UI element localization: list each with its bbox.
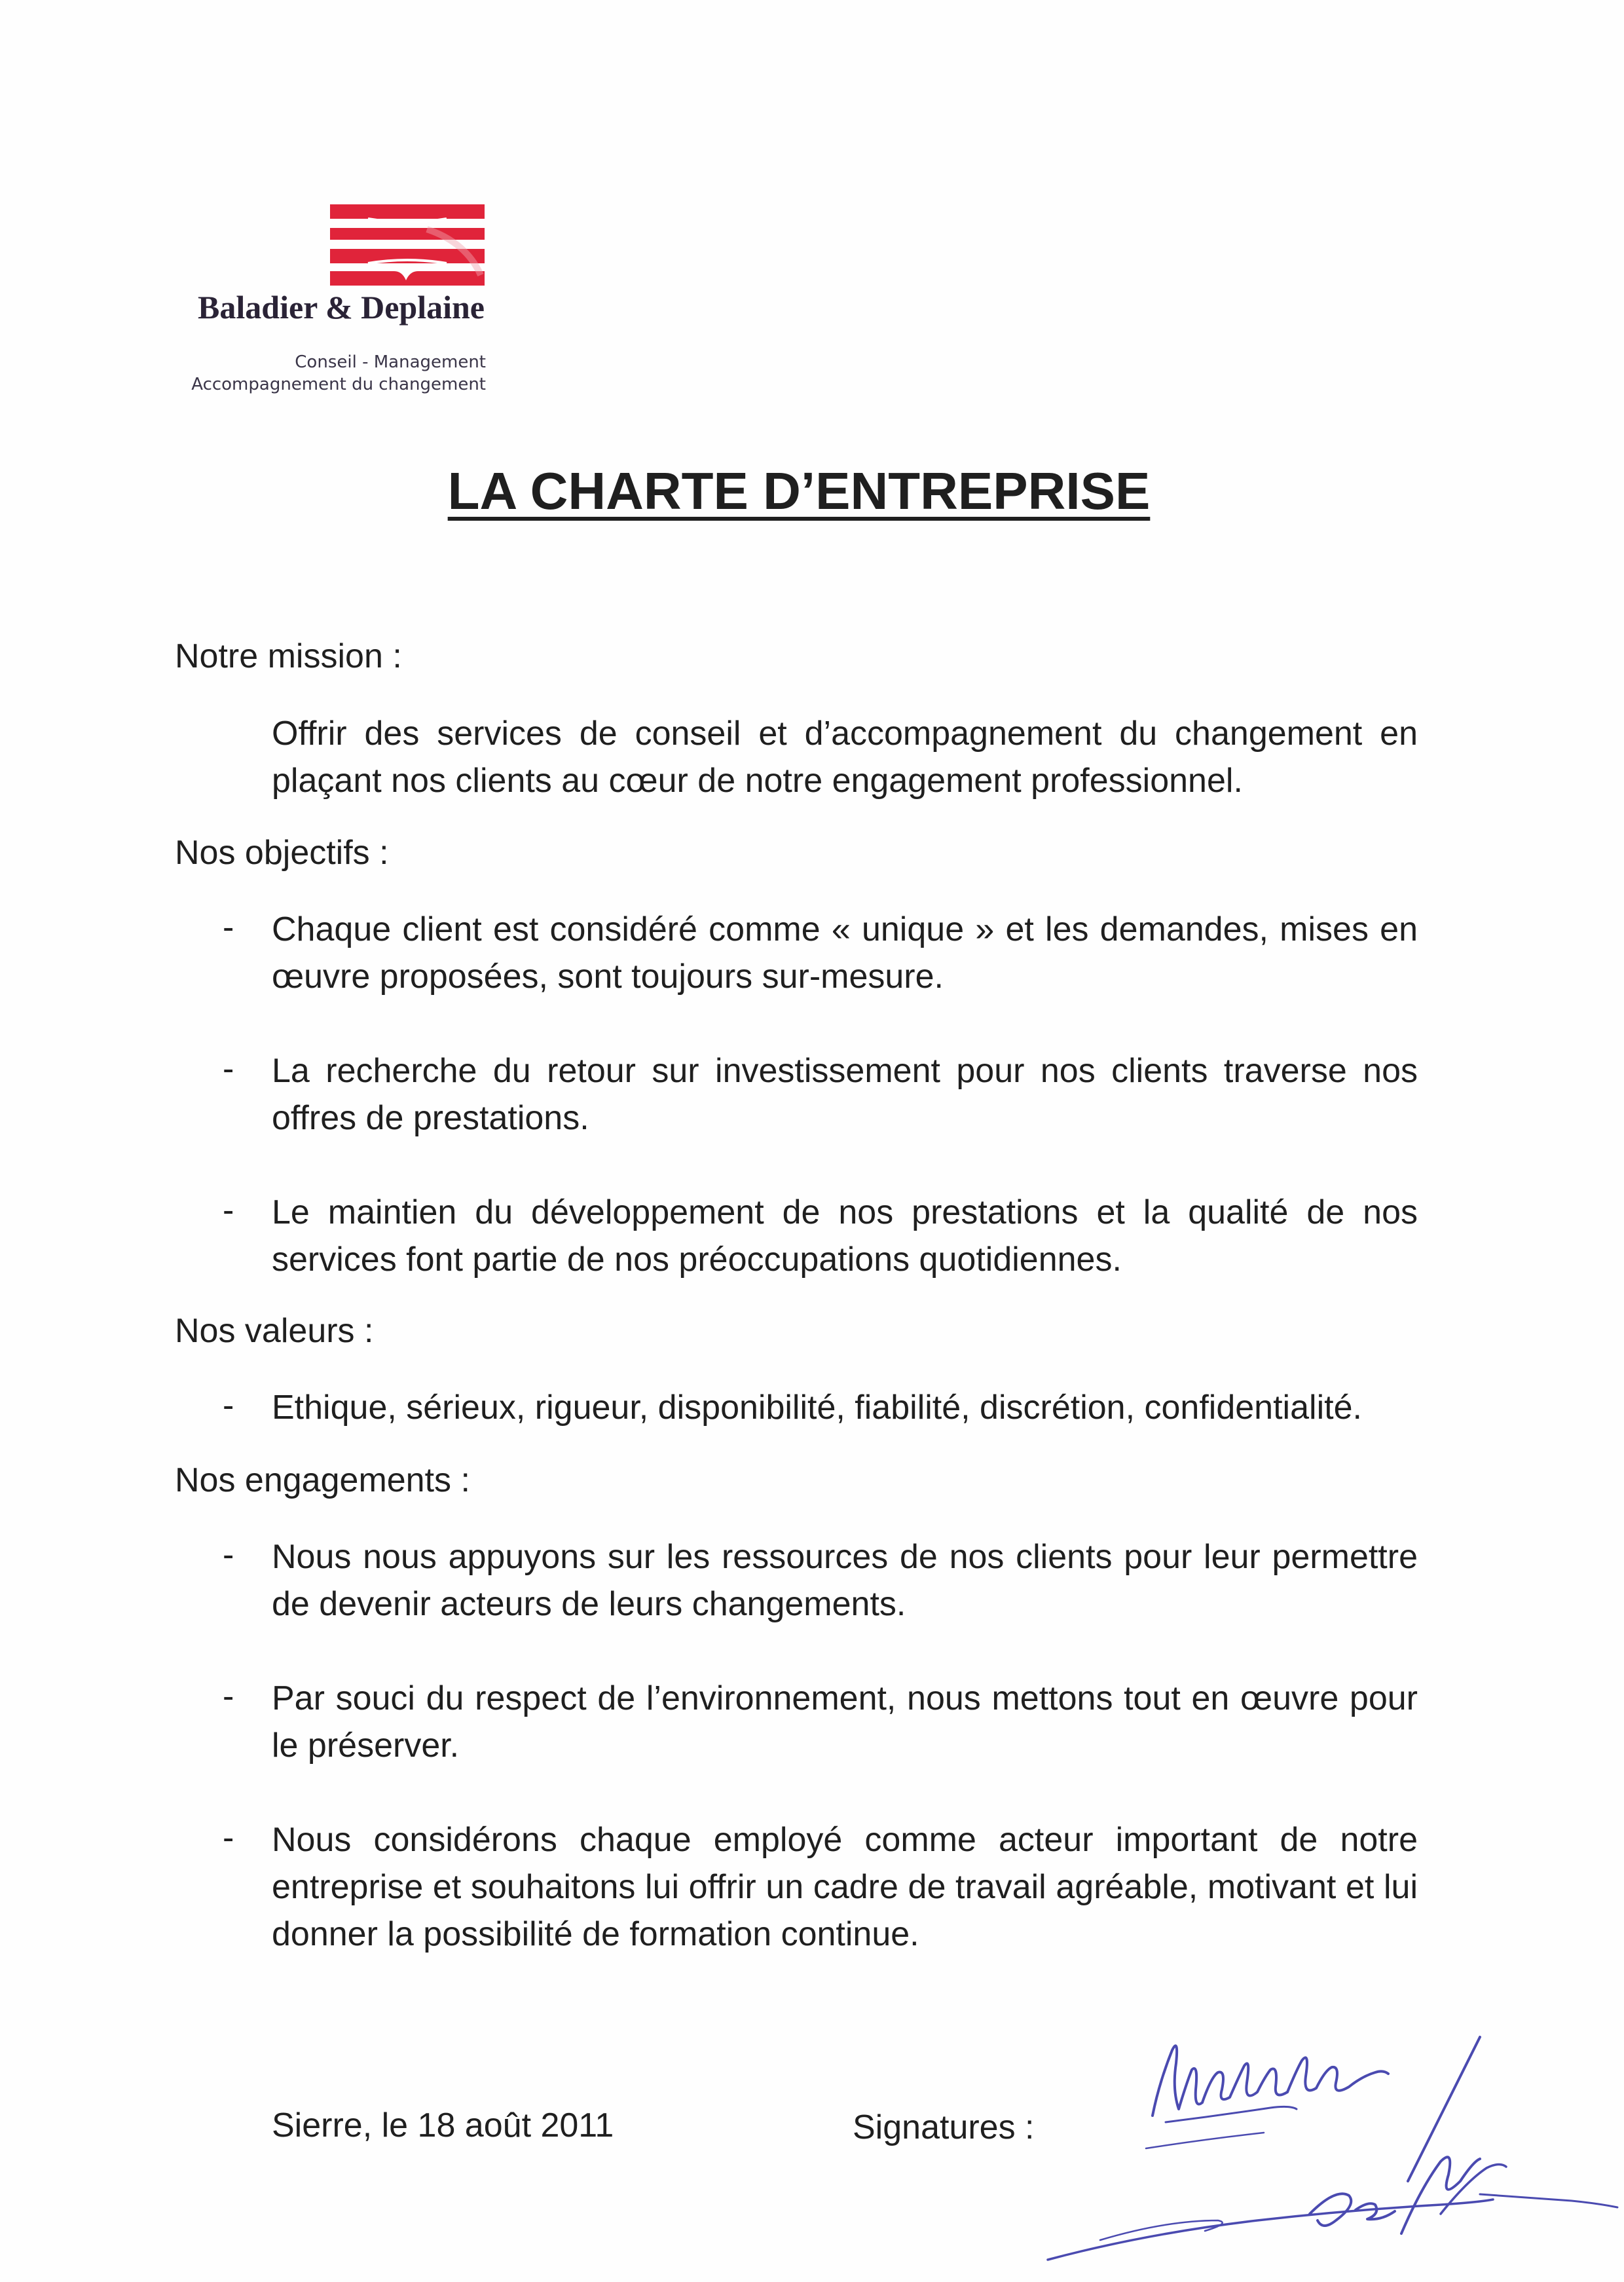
- section-heading-values: Nos valeurs :: [175, 1312, 374, 1350]
- objective-item: Le maintien du développement de nos prestations et la qualité de nos services font partie de nos préoccupations quotidiennes.: [272, 1193, 1418, 1279]
- bullet-marker: -: [223, 1387, 234, 1425]
- value-item: Ethique, sérieux, rigueur, disponibilité, fiabilité, discrétion, confidentialité.: [272, 1389, 1362, 1427]
- section-heading-mission: Notre mission :: [175, 637, 402, 675]
- objective-item: La recherche du retour sur investissement pour nos clients traverse nos offres de prestations.: [272, 1052, 1418, 1137]
- section-heading-commitments: Nos engagements :: [175, 1461, 470, 1499]
- commitment-item: Par souci du respect de l’environnement, nous mettons tout en œuvre pour le préserver.: [272, 1679, 1418, 1765]
- company-name: Baladier & Deplaine: [198, 289, 485, 326]
- bullet-marker: -: [223, 1677, 234, 1715]
- mission-text: Offrir des services de conseil et d’accompagnement du changement en plaçant nos clients au cœur de notre engagement professionnel.: [272, 715, 1418, 800]
- signatures-label: Signatures :: [853, 2108, 1035, 2146]
- handwritten-signatures: [982, 2024, 1624, 2273]
- bullet-marker: -: [223, 1536, 234, 1574]
- logo-mark-icon: [329, 203, 486, 288]
- bullet-marker: -: [223, 1819, 234, 1857]
- place-and-date: Sierre, le 18 août 2011: [272, 2106, 614, 2144]
- commitment-item: Nous nous appuyons sur les ressources de nos clients pour leur permettre de devenir acteurs de leurs changements.: [272, 1538, 1418, 1623]
- section-heading-objectives: Nos objectifs :: [175, 834, 389, 872]
- commitment-item: Nous considérons chaque employé comme acteur important de notre entreprise et souhaitons lui offrir un cadre de travail agréable, motivant et lui donner la possibilité de formation continue.: [272, 1821, 1418, 1953]
- document-title-text: LA CHARTE D’ENTREPRISE: [447, 462, 1151, 520]
- bullet-marker: -: [223, 908, 234, 946]
- document-title: [0, 461, 1598, 521]
- company-logo: [183, 196, 550, 413]
- bullet-marker: -: [223, 1050, 234, 1088]
- company-tagline-2: Accompagnement du changement: [191, 375, 486, 394]
- objective-item: Chaque client est considéré comme « unique » et les demandes, mises en œuvre proposées, sont toujours sur-mesure.: [272, 910, 1418, 996]
- bullet-marker: -: [223, 1191, 234, 1229]
- company-tagline-1: Conseil - Management: [295, 352, 486, 372]
